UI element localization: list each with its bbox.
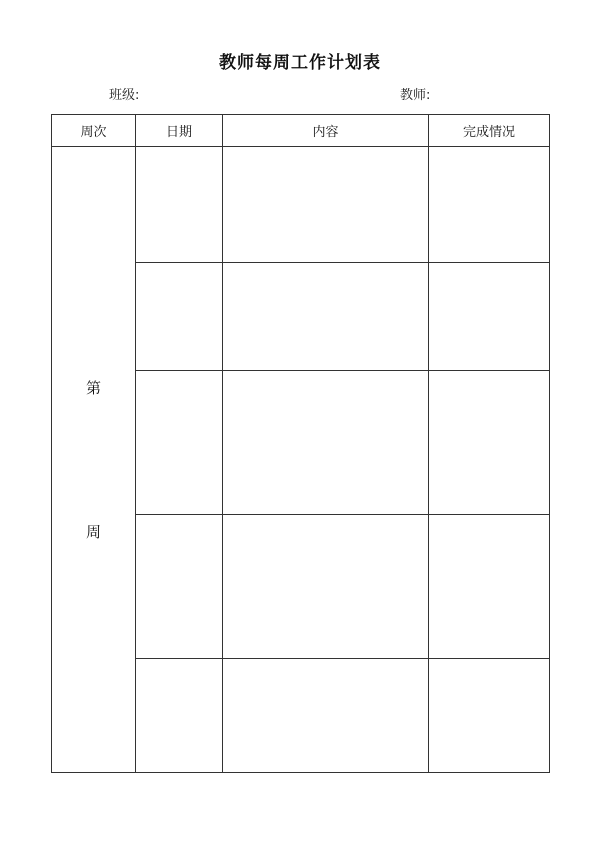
date-cell[interactable] (136, 659, 223, 773)
header-completion: 完成情况 (429, 115, 550, 147)
completion-cell[interactable] (429, 659, 550, 773)
teacher-label: 教师: (400, 88, 431, 103)
completion-cell[interactable] (429, 371, 550, 515)
completion-cell[interactable] (429, 147, 550, 263)
table-row (52, 147, 550, 263)
weekly-plan-table (51, 114, 550, 773)
date-cell[interactable] (136, 147, 223, 263)
week-prefix-char: 第 (85, 379, 101, 397)
date-cell[interactable] (136, 263, 223, 371)
content-cell[interactable] (223, 515, 429, 659)
class-label: 班级: (109, 88, 140, 103)
table-header-row (52, 115, 550, 147)
content-cell[interactable] (223, 147, 429, 263)
content-cell[interactable] (223, 371, 429, 515)
page-title: 教师每周工作计划表 (219, 53, 381, 73)
completion-cell[interactable] (429, 515, 550, 659)
completion-cell[interactable] (429, 263, 550, 371)
content-cell[interactable] (223, 263, 429, 371)
content-cell[interactable] (223, 659, 429, 773)
week-suffix-char: 周 (85, 523, 101, 541)
week-cell (52, 147, 136, 773)
header-content: 内容 (223, 115, 429, 147)
date-cell[interactable] (136, 371, 223, 515)
header-week: 周次 (52, 115, 136, 147)
header-date: 日期 (136, 115, 223, 147)
date-cell[interactable] (136, 515, 223, 659)
